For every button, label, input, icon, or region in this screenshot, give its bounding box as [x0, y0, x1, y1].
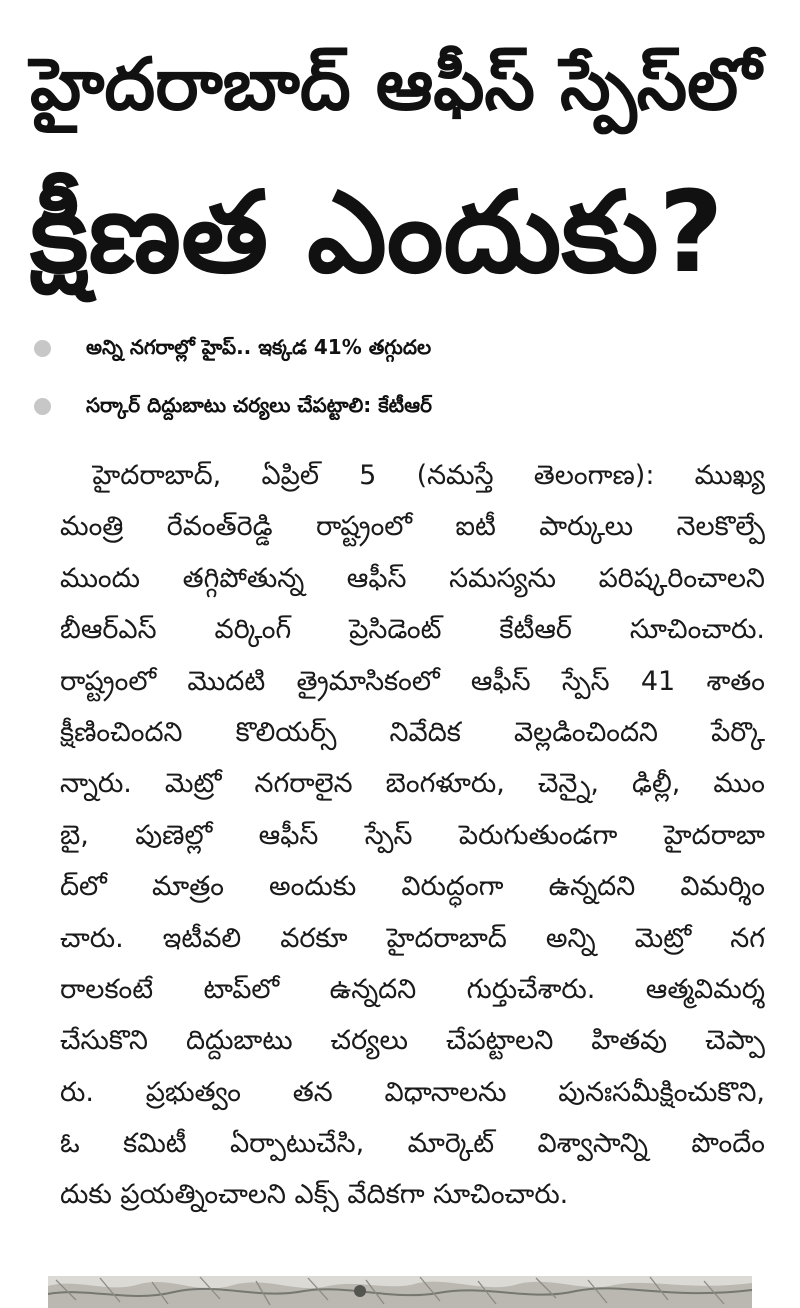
article-body	[60, 450, 765, 1221]
body-line: బై, పుణెల్లో ఆఫీస్ స్పేస్ పెరుగుతుండగా హైదరాబా	[60, 819, 765, 851]
subheadline-item	[32, 318, 782, 376]
body-line: హైదరాబాద్, ఏప్రిల్ 5 (నమస్తే తెలంగాణ): ముఖ్య	[92, 460, 765, 491]
body-line: రాష్ట్రంలో మొదటి త్రైమాసికంలో ఆఫీస్ స్పేస్ 41 శాతం	[60, 665, 765, 697]
body-line: చారు. ఇటీవలి వరకూ హైదరాబాద్ అన్ని మెట్రో నగ	[60, 922, 765, 954]
photo-strip	[48, 1276, 752, 1308]
body-line: న్నారు. మెట్రో నగరాలైన బెంగళూరు, చెన్నై, ఢిల్లీ, ముం	[60, 768, 765, 800]
headline-line-2: క్షీణత ఎందుకు?	[30, 168, 724, 298]
body-line: బీఆర్‌ఎస్ వర్కింగ్ ప్రెసిడెంట్ కేటీఆర్ సూచించారు.	[60, 614, 765, 646]
body-line: చేసుకొని దిద్దుబాటు చర్యలు చేపట్టాలని హితవు చెప్పా	[60, 1025, 765, 1057]
subheadline-text: సర్కార్ దిద్దుబాటు చర్యలు చేపట్టాలి: కేటీఆర్	[86, 393, 432, 417]
body-line: రు. ప్రభుత్వం తన విధానాలను పునఃసమీక్షించుకొని,	[60, 1076, 765, 1108]
body-line: ఓ కమిటీ ఏర్పాటుచేసి, మార్కెట్ విశ్వాసాన్ని పొందేం	[60, 1128, 765, 1160]
bullet-icon	[34, 340, 51, 357]
headline-line-1: హైదరాబాద్ ఆఫీస్ స్పేస్‌లో	[30, 42, 762, 126]
subheadline-list	[32, 318, 782, 434]
body-line: క్షీణించిందని కొలియర్స్ నివేదిక వెల్లడించిందని పేర్కొ	[60, 716, 765, 748]
bullet-icon	[34, 398, 51, 415]
body-line: దుకు ప్రయత్నించాలని ఎక్స్ వేదికగా సూచించారు.	[60, 1179, 569, 1211]
photo-texture	[48, 1276, 752, 1308]
body-line: ముందు తగ్గిపోతున్న ఆఫీస్ సమస్యను పరిష్కరించాలని	[60, 562, 765, 594]
subheadline-text: అన్ని నగరాల్లో హైప్.. ఇక్కడ 41% తగ్గుదల	[86, 335, 432, 359]
body-line: మంత్రి రేవంత్‌రెడ్డి రాష్ట్రంలో ఐటీ పార్కులు నెలకొల్పే	[60, 511, 765, 543]
subheadline-item	[32, 376, 782, 434]
body-line: రాలకంటే టాప్‌లో ఉన్నదని గుర్తుచేశారు. ఆత్మవిమర్శ	[60, 973, 765, 1005]
body-line: ద్‌లో మాత్రం అందుకు విరుద్ధంగా ఉన్నదని విమర్శిం	[60, 871, 765, 903]
